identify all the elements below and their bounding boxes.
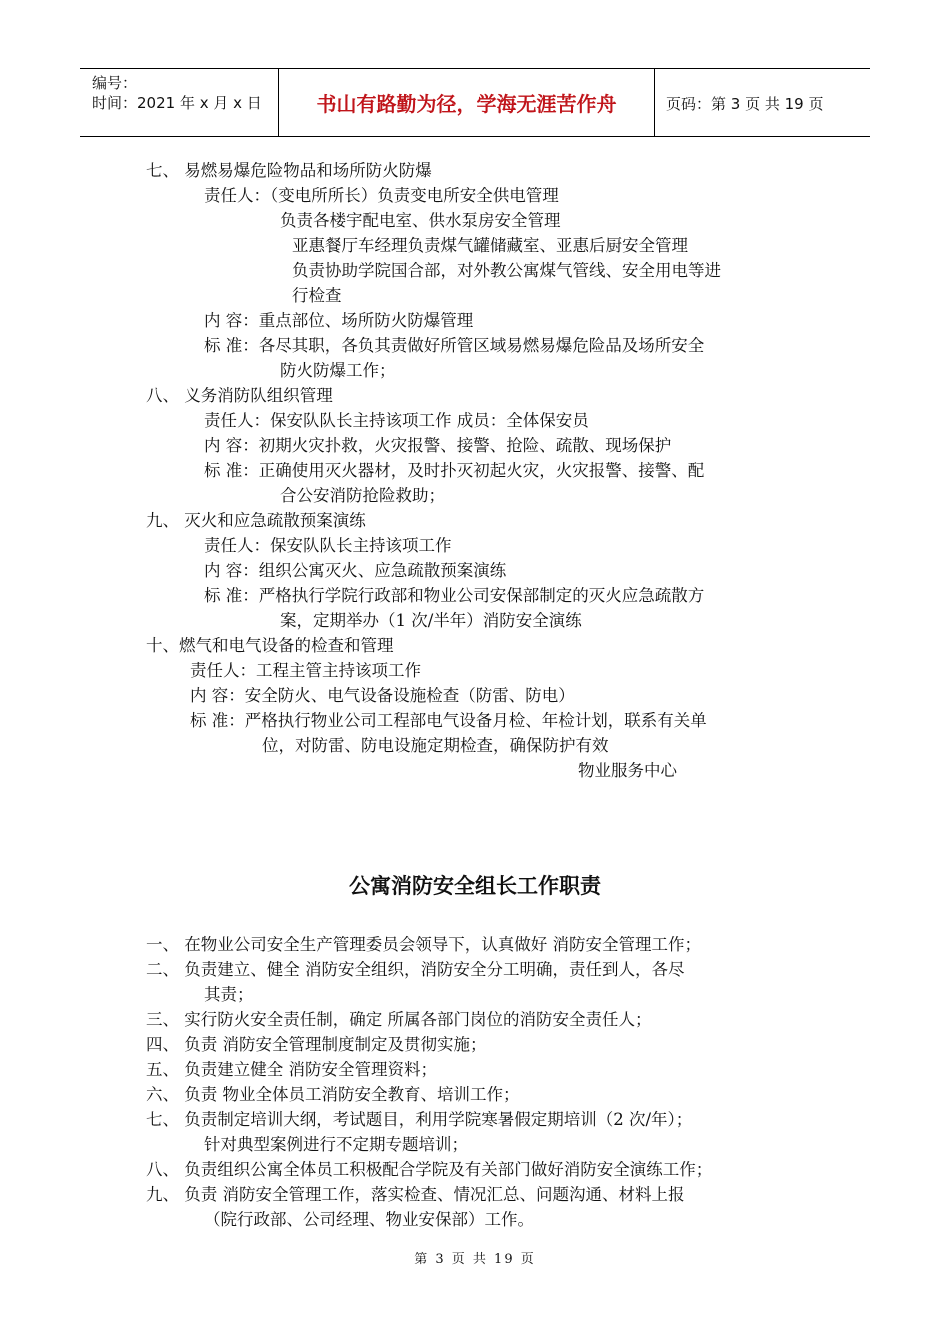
text-line: 标 准：各尽其职，各负其责做好所管区域易燃易爆危险品及场所安全: [204, 336, 705, 355]
text-line: 责任人：保安队队长主持该项工作: [204, 536, 452, 555]
section-heading: 九、 灭火和应急疏散预案演练: [146, 511, 366, 530]
text-line: 防火防爆工作；: [280, 361, 396, 380]
document-title: 公寓消防安全组长工作职责: [349, 874, 601, 898]
duty-item: 四、 负责 消防安全管理制度制定及贯彻实施；: [146, 1035, 487, 1054]
header-page-info: 页码：第 3 页 共 19 页: [666, 95, 824, 113]
text-line: 负责各楼宇配电室、供水泵房安全管理: [280, 211, 561, 230]
page-header: [80, 68, 870, 137]
duty-item: 三、 实行防火安全责任制，确定 所属各部门岗位的消防安全责任人；: [146, 1010, 652, 1029]
text-line: 责任人：（变电所所长）负责变电所安全供电管理: [204, 186, 559, 205]
duty-item: 一、 在物业公司安全生产管理委员会领导下，认真做好 消防安全管理工作；: [146, 935, 701, 954]
text-line: 亚惠餐厅车经理负责煤气罐储藏室、亚惠后厨安全管理: [292, 236, 688, 255]
text-line: 内 容：安全防火、电气设备设施检查（防雷、防电）: [190, 686, 575, 705]
duty-item: 六、 负责 物业全体员工消防安全教育、培训工作；: [146, 1085, 520, 1104]
section-heading: 八、 义务消防队组织管理: [146, 386, 333, 405]
duty-item: 七、 负责制定培训大纲，考试题目，利用学院寒暑假定期培训（2 次/年）；: [146, 1110, 693, 1129]
text-line: 行检查: [292, 286, 342, 305]
duty-item: 五、 负责建立健全 消防安全管理资料；: [146, 1060, 437, 1079]
signature-line: 物业服务中心: [578, 761, 677, 780]
duty-item: （院行政部、公司经理、物业安保部）工作。: [204, 1210, 534, 1229]
text-line: 内 容：组织公寓灭火、应急疏散预案演练: [204, 561, 507, 580]
text-line: 标 准：严格执行物业公司工程部电气设备月检、年检计划，联系有关单: [190, 711, 707, 730]
text-line: 责任人：工程主管主持该项工作: [190, 661, 421, 680]
header-meta: [80, 69, 279, 136]
text-line: 责任人：保安队队长主持该项工作 成员：全体保安员: [204, 411, 589, 430]
text-line: 合公安消防抢险救助；: [280, 486, 445, 505]
duty-item: 其责；: [204, 985, 254, 1004]
text-line: 内 容：初期火灾扑救，火灾报警、接警、抢险、疏散、现场保护: [204, 436, 672, 455]
section-heading: 七、 易燃易爆危险物品和场所防火防爆: [146, 161, 432, 180]
duty-item: 二、 负责建立、健全 消防安全组织，消防安全分工明确，责任到人，各尽: [146, 960, 685, 979]
header-motto: 书山有路勤为径，学海无涯苦作舟: [279, 69, 655, 136]
duty-item: 针对典型案例进行不定期专题培训；: [204, 1135, 468, 1154]
text-line: 内 容：重点部位、场所防火防爆管理: [204, 311, 474, 330]
text-line: 标 准：严格执行学院行政部和物业公司安保部制定的灭火应急疏散方: [204, 586, 705, 605]
page-footer: 第 3 页 共 19 页: [414, 1252, 536, 1267]
text-line: 案，定期举办（1 次/半年）消防安全演练: [280, 611, 582, 630]
duty-item: 九、 负责 消防安全管理工作，落实检查、情况汇总、问题沟通、材料上报: [146, 1185, 685, 1204]
doc-time-label: 时间：2021 年 x 月 x 日: [92, 94, 262, 112]
text-line: 标 准：正确使用灭火器材，及时扑灭初起火灾，火灾报警、接警、配: [204, 461, 705, 480]
text-line: 位，对防雷、防电设施定期检查，确保防护有效: [262, 736, 609, 755]
text-line: 负责协助学院国合部，对外教公寓煤气管线、安全用电等进: [292, 261, 721, 280]
duty-item: 八、 负责组织公寓全体员工积极配合学院及有关部门做好消防安全演练工作；: [146, 1160, 713, 1179]
doc-code-label: 编号：: [92, 74, 138, 92]
section-heading: 十、燃气和电气设备的检查和管理: [146, 636, 394, 655]
